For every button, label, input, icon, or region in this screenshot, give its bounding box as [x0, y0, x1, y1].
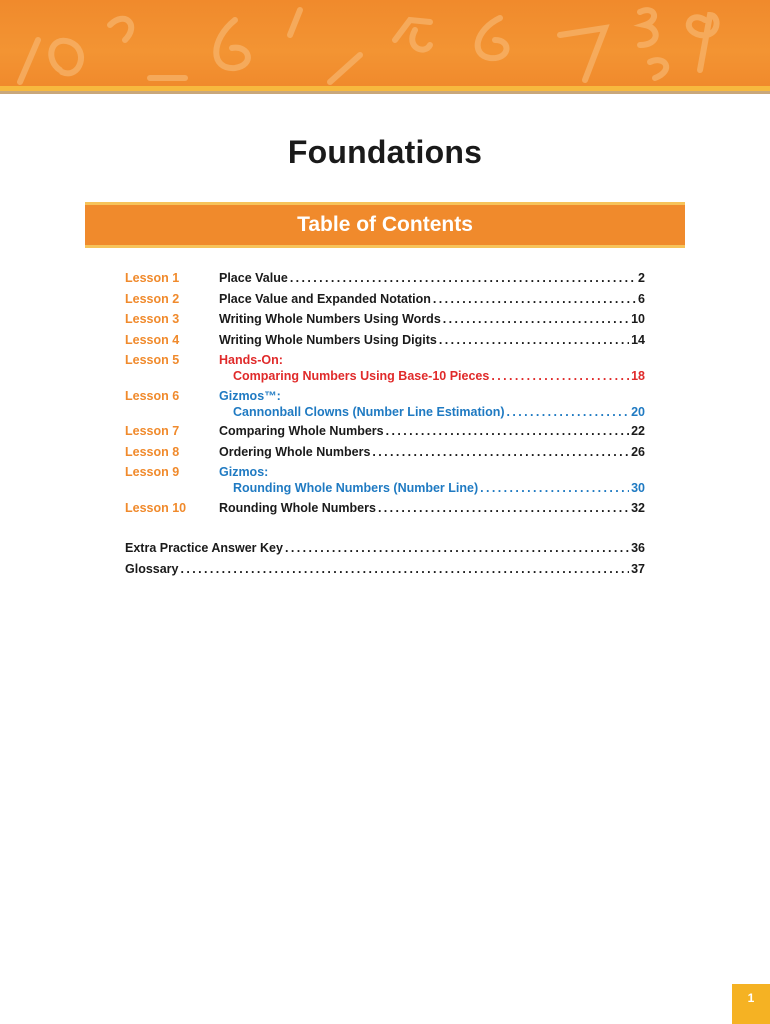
lesson-category: Hands-On:	[219, 353, 283, 367]
extra-title: Glossary	[125, 562, 179, 576]
page-ref: 36	[631, 541, 645, 555]
toc-line	[219, 444, 645, 460]
lesson-title: Rounding Whole Numbers (Number Line)	[233, 481, 479, 495]
lesson-number: Lesson 3	[125, 312, 180, 326]
page-ref: 26	[631, 445, 645, 459]
toc-line	[219, 464, 645, 496]
lesson-number: Lesson 9	[125, 465, 180, 479]
page-ref: 6	[638, 292, 645, 306]
leader-dots	[491, 368, 629, 384]
leader-dots	[443, 311, 629, 327]
leader-dots	[439, 332, 629, 348]
lesson-number: Lesson 5	[125, 353, 180, 367]
toc-line	[219, 500, 645, 516]
page-ref: 18	[631, 369, 645, 383]
lesson-category: Gizmos:	[219, 465, 269, 479]
lesson-number: Lesson 7	[125, 424, 180, 438]
lesson-category: Gizmos™:	[219, 389, 281, 403]
toc-line	[219, 311, 645, 327]
page-title: Foundations	[287, 134, 483, 170]
lesson-title: Writing Whole Numbers Using Digits	[219, 333, 437, 347]
leader-dots	[480, 480, 629, 496]
lesson-number: Lesson 10	[125, 501, 187, 515]
lesson-number: Lesson 4	[125, 333, 180, 347]
page-ref: 22	[631, 424, 645, 438]
toc-line	[219, 423, 645, 439]
toc-line	[219, 332, 645, 348]
leader-dots	[372, 444, 629, 460]
leader-dots	[386, 423, 630, 439]
lesson-number: Lesson 8	[125, 445, 180, 459]
toc-line	[219, 291, 645, 307]
page-ref: 10	[631, 312, 645, 326]
lesson-title: Place Value	[219, 271, 288, 285]
page-ref: 20	[631, 405, 645, 419]
lesson-title: Cannonball Clowns (Number Line Estimation)	[233, 405, 505, 419]
lesson-title: Ordering Whole Numbers	[219, 445, 371, 459]
banner-tan-stripe	[0, 91, 770, 94]
leader-dots	[181, 561, 630, 577]
page-ref: 37	[631, 562, 645, 576]
toc-line	[219, 388, 645, 420]
page-ref: 2	[638, 271, 645, 285]
lesson-number: Lesson 6	[125, 389, 180, 403]
leader-dots	[507, 404, 630, 420]
lesson-number: Lesson 1	[125, 271, 180, 285]
lesson-title: Comparing Numbers Using Base-10 Pieces	[233, 369, 490, 383]
handwritten-digits-decoration	[0, 0, 770, 86]
toc-extra-answer-key[interactable]	[125, 540, 645, 556]
toc-header-bar	[85, 202, 685, 248]
toc-line	[219, 270, 645, 286]
extra-title: Extra Practice Answer Key	[125, 541, 283, 555]
leader-dots	[378, 500, 629, 516]
lesson-number: Lesson 2	[125, 292, 180, 306]
toc-line	[219, 352, 645, 384]
leader-dots	[285, 540, 629, 556]
page-number-tab: 1	[732, 984, 770, 1024]
lesson-title: Rounding Whole Numbers	[219, 501, 376, 515]
page-ref: 32	[631, 501, 645, 515]
lesson-title: Comparing Whole Numbers	[219, 424, 384, 438]
leader-dots	[290, 270, 636, 286]
toc-header: Table of Contents	[297, 213, 473, 236]
lesson-title: Place Value and Expanded Notation	[219, 292, 431, 306]
toc-extra-glossary[interactable]	[125, 561, 645, 577]
header-banner	[0, 0, 770, 86]
leader-dots	[433, 291, 636, 307]
page-ref: 30	[631, 481, 645, 495]
lesson-title: Writing Whole Numbers Using Words	[219, 312, 441, 326]
page-ref: 14	[631, 333, 645, 347]
